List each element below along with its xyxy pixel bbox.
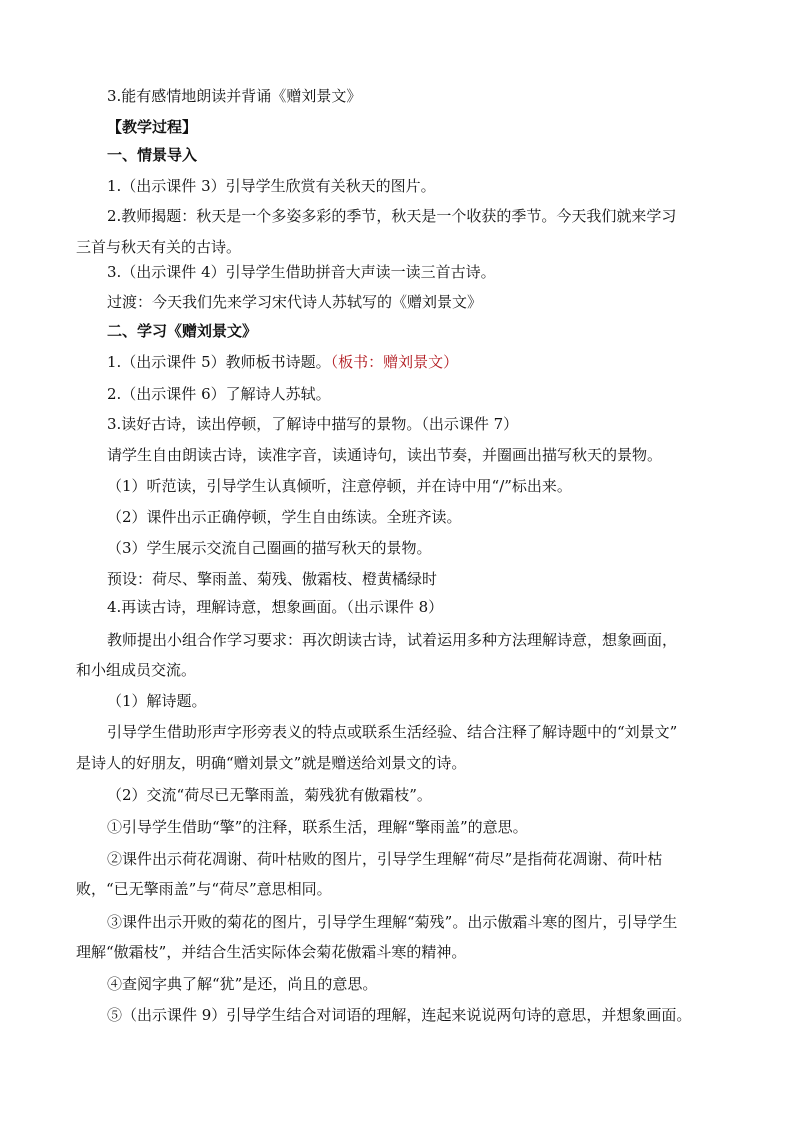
paragraph-text: 1.（出示课件 5）教师板书诗题。 [107, 353, 331, 371]
paragraph-line: 预设：荷尽、擎雨盖、菊残、傲霜枝、橙黄橘绿时 [107, 570, 438, 588]
paragraph-line: ④查阅字典了解“犹”是还，尚且的意思。 [107, 975, 378, 993]
objective-line: 3.能有感情地朗读并背诵《赠刘景文》 [107, 87, 362, 105]
paragraph-line: ②课件出示荷花凋谢、荷叶枯败的图片，引导学生理解“荷尽”是指荷花凋谢、荷叶枯 [107, 850, 663, 868]
paragraph-line: ⑤（出示课件 9）引导学生结合对词语的理解，连起来说说两句诗的意思，并想象画面。 [107, 1006, 692, 1024]
section-heading-learn-poem: 二、学习《赠刘景文》 [107, 322, 258, 340]
paragraph-line: 2.教师揭题：秋天是一个多姿多彩的季节，秋天是一个收获的季节。今天我们就来学习 [107, 207, 677, 225]
paragraph-line: （2）课件出示正确停顿，学生自由练读。全班齐读。 [107, 508, 462, 526]
paragraph-line: （2）交流“荷尽已无擎雨盖，菊残犹有傲霜枝”。 [107, 786, 432, 804]
paragraph-line: ①引导学生借助“擎”的注释，联系生活，理解“擎雨盖”的意思。 [107, 818, 528, 836]
paragraph-line [107, 352, 458, 372]
section-heading-intro: 一、情景导入 [107, 146, 198, 164]
paragraph-line: 过渡：今天我们先来学习宋代诗人苏轼写的《赠刘景文》 [107, 293, 483, 311]
paragraph-line: 请学生自由朗读古诗，读准字音，读通诗句，读出节奏，并圈画出描写秋天的景物。 [107, 446, 663, 464]
paragraph-line: 1.（出示课件 3）引导学生欣赏有关秋天的图片。 [107, 177, 436, 195]
paragraph-line: 引导学生借助形声字形旁表义的特点或联系生活经验、结合注释了解诗题中的“刘景文” [107, 723, 678, 741]
paragraph-line: ③课件出示开败的菊花的图片，引导学生理解“菊残”。出示傲霜斗寒的图片，引导学生 [107, 913, 678, 931]
paragraph-line: 2.（出示课件 6）了解诗人苏轼。 [107, 385, 331, 403]
paragraph-line: 3.读好古诗，读出停顿，了解诗中描写的景物。（出示课件 7） [107, 415, 519, 433]
blackboard-note: （板书：赠刘景文） [330, 353, 459, 371]
paragraph-line: 是诗人的好朋友，明确“赠刘景文”就是赠送给刘景文的诗。 [76, 754, 467, 772]
paragraph-line: （3）学生展示交流自己圈画的描写秋天的景物。 [107, 539, 432, 557]
paragraph-line: 理解“傲霜枝”，并结合生活实际体会菊花傲霜斗寒的精神。 [76, 943, 467, 961]
paragraph-line: （1）听范读，引导学生认真倾听，注意停顿，并在诗中用“/”标出来。 [107, 477, 572, 495]
paragraph-line: 4.再读古诗，理解诗意，想象画面。（出示课件 8） [107, 598, 444, 616]
paragraph-line: 三首与秋天有关的古诗。 [76, 238, 242, 256]
paragraph-line: 和小组成员交流。 [76, 661, 197, 679]
paragraph-line: 3.（出示课件 4）引导学生借助拼音大声读一读三首古诗。 [107, 263, 496, 281]
paragraph-line: 败，“已无擎雨盖”与“荷尽”意思相同。 [76, 880, 332, 898]
paragraph-line: （1）解诗题。 [107, 692, 207, 710]
paragraph-line: 教师提出小组合作学习要求：再次朗读古诗，试着运用多种方法理解诗意，想象画面， [107, 631, 678, 649]
section-heading-teaching-process: 【教学过程】 [107, 118, 198, 136]
